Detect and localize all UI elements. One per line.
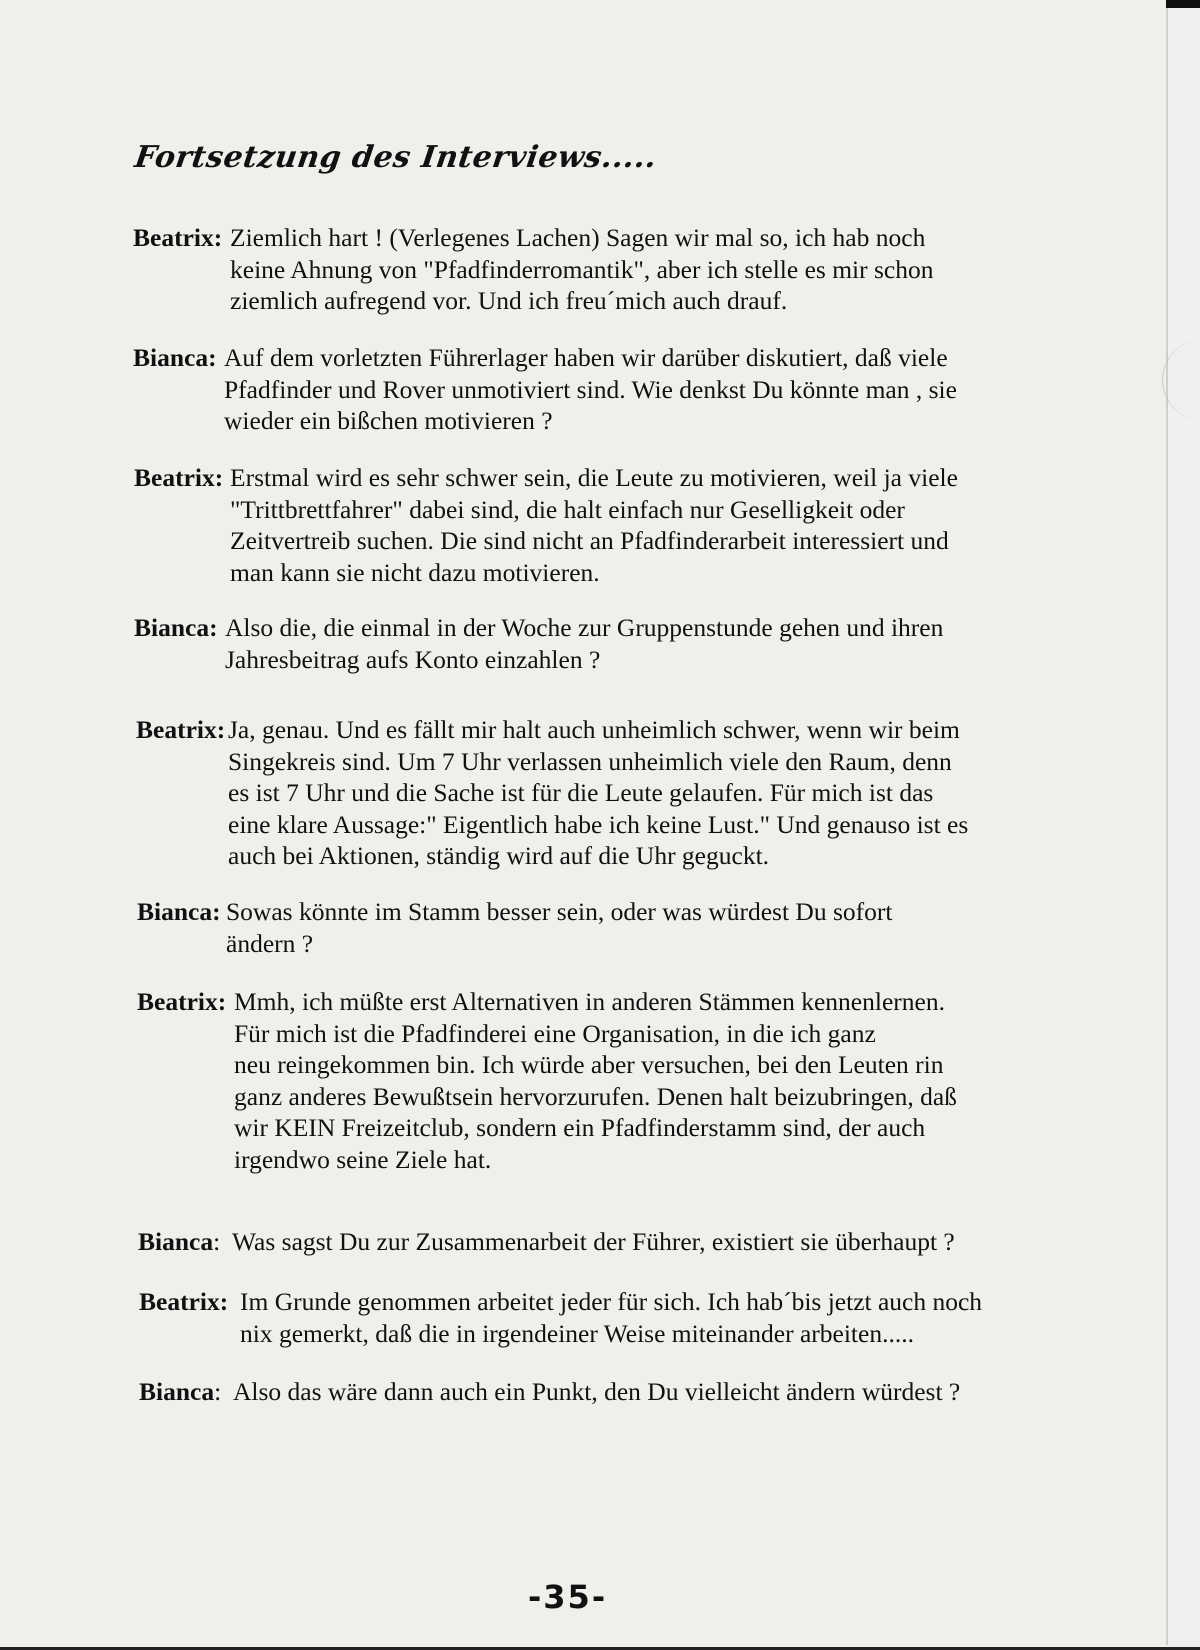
speaker-name: Bianca [137,897,213,926]
speech-line: Auf dem vorletzten Führerlager haben wir darüber diskutiert, daß viele [224,343,948,372]
speech-text [234,986,957,1175]
speech-text [233,1376,960,1408]
speaker-name: Bianca [134,613,210,642]
speaker-name: Beatrix [137,987,218,1016]
speaker-label [138,1226,220,1258]
speech-line: Ja, genau. Und es fällt mir halt auch unheimlich schwer, wenn wir beim [228,715,960,744]
speech-line: keine Ahnung von "Pfadfinderromantik", aber ich stelle es mir schon [230,254,934,284]
speech-line: Was sagst Du zur Zusammenarbeit der Führer, existiert sie überhaupt ? [232,1227,955,1256]
speech-text [230,462,958,588]
speech-line: Zeitvertreib suchen. Die sind nicht an Pfadfinderarbeit interessiert und [230,526,949,555]
speaker-label [139,1286,228,1318]
speaker-colon: : [212,897,221,926]
speech-text [232,1226,955,1258]
speech-line: Also die, die einmal in der Woche zur Gruppenstunde gehen und ihren [225,613,944,642]
speech-line: auch bei Aktionen, ständig wird auf die Uhr geguckt. [228,841,770,870]
speaker-label [134,462,223,494]
speech-line: Pfadfinder und Rover unmotiviert sind. Wie denkst Du könnte man , sie [224,374,957,404]
speech-line: nix gemerkt, daß die in irgendeiner Weise miteinander arbeiten..... [240,1318,914,1348]
speech-line: eine klare Aussage:" Eigentlich habe ich keine Lust." Und genauso ist es [228,809,969,839]
speech-line: Mmh, ich müßte erst Alternativen in anderen Stämmen kennenlernen. [234,987,945,1016]
speech-text [226,896,892,959]
page-title: Fortsetzung des Interviews..... [132,140,660,175]
speaker-label [133,342,217,374]
speech-line: ziemlich aufregend vor. Und ich freu´mich auch drauf. [230,286,788,315]
speaker-name: Beatrix [133,223,214,252]
speech-line: Also das wäre dann auch ein Punkt, den Du vielleicht ändern würdest ? [233,1377,961,1406]
speech-line: wieder ein bißchen motivieren ? [224,406,553,435]
speaker-label [139,1376,221,1408]
scan-edge-top [1166,0,1200,8]
speaker-colon: : [213,1227,221,1256]
speech-line: ändern ? [226,928,314,958]
speaker-name: Beatrix [134,463,215,492]
speech-line: Jahresbeitrag aufs Konto einzahlen ? [225,644,601,674]
speech-line: man kann sie nicht dazu motivieren. [230,557,600,587]
speech-line: Im Grunde genommen arbeitet jeder für sich. Ich hab´bis jetzt auch noch [240,1287,983,1316]
speech-line: Sowas könnte im Stamm besser sein, oder was würdest Du sofort [226,897,893,926]
interview-entry [134,462,958,588]
speaker-label [137,896,221,928]
speech-line: es ist 7 Uhr und die Sache ist für die Leute gelaufen. Für mich ist das [228,778,934,807]
interview-entry [138,1226,955,1258]
speaker-colon: : [219,1287,229,1316]
speech-text [224,342,957,437]
speech-line: Ziemlich hart ! (Verlegenes Lachen) Sagen wir mal so, ich hab noch [230,223,926,252]
speech-line: Für mich ist die Pfadfinderei eine Organisation, in die ich ganz [234,1018,876,1048]
interview-entry [133,222,933,317]
speech-text [240,1286,982,1349]
speech-line: Singekreis sind. Um 7 Uhr verlassen unheimlich viele den Raum, denn [228,746,952,776]
speaker-name: Beatrix [139,1287,220,1316]
speech-line: "Trittbrettfahrer" dabei sind, die halt einfach nur Geselligkeit oder [230,494,905,524]
speech-line: Erstmal wird es sehr schwer sein, die Leute zu motivieren, weil ja viele [230,463,958,492]
interview-entry [137,986,957,1175]
speaker-colon: : [214,1377,222,1406]
speaker-label [134,612,218,644]
speech-line: irgendwo seine Ziele hat. [234,1144,492,1174]
speech-line: ganz anderes Bewußtsein hervorzurufen. Denen halt beizubringen, daß [234,1081,957,1111]
speaker-name: Beatrix [136,715,217,744]
speaker-name: Bianca [139,1377,215,1406]
speaker-label [136,714,225,746]
speaker-colon: : [213,223,223,252]
speech-text [225,612,943,675]
speaker-colon: : [216,715,226,744]
speaker-label [133,222,222,254]
speech-line: wir KEIN Freizeitclub, sondern ein Pfadfinderstamm sind, der auch [234,1113,926,1142]
interview-entry [136,714,968,872]
speaker-name: Bianca [133,343,209,372]
interview-entry [137,896,892,959]
speaker-colon: : [217,987,227,1016]
speaker-colon: : [208,343,217,372]
speech-line: neu reingekommen bin. Ich würde aber versuchen, bei den Leuten rin [234,1050,944,1079]
page-number: -35- [528,1578,608,1616]
speech-text [228,714,968,872]
speech-text [230,222,933,317]
speaker-name: Bianca [138,1227,214,1256]
interview-entry [139,1286,982,1349]
interview-entry [139,1376,960,1408]
interview-entry [134,612,943,675]
speaker-colon: : [214,463,224,492]
speaker-colon: : [209,613,218,642]
speaker-label [137,986,226,1018]
interview-entry [133,342,957,437]
